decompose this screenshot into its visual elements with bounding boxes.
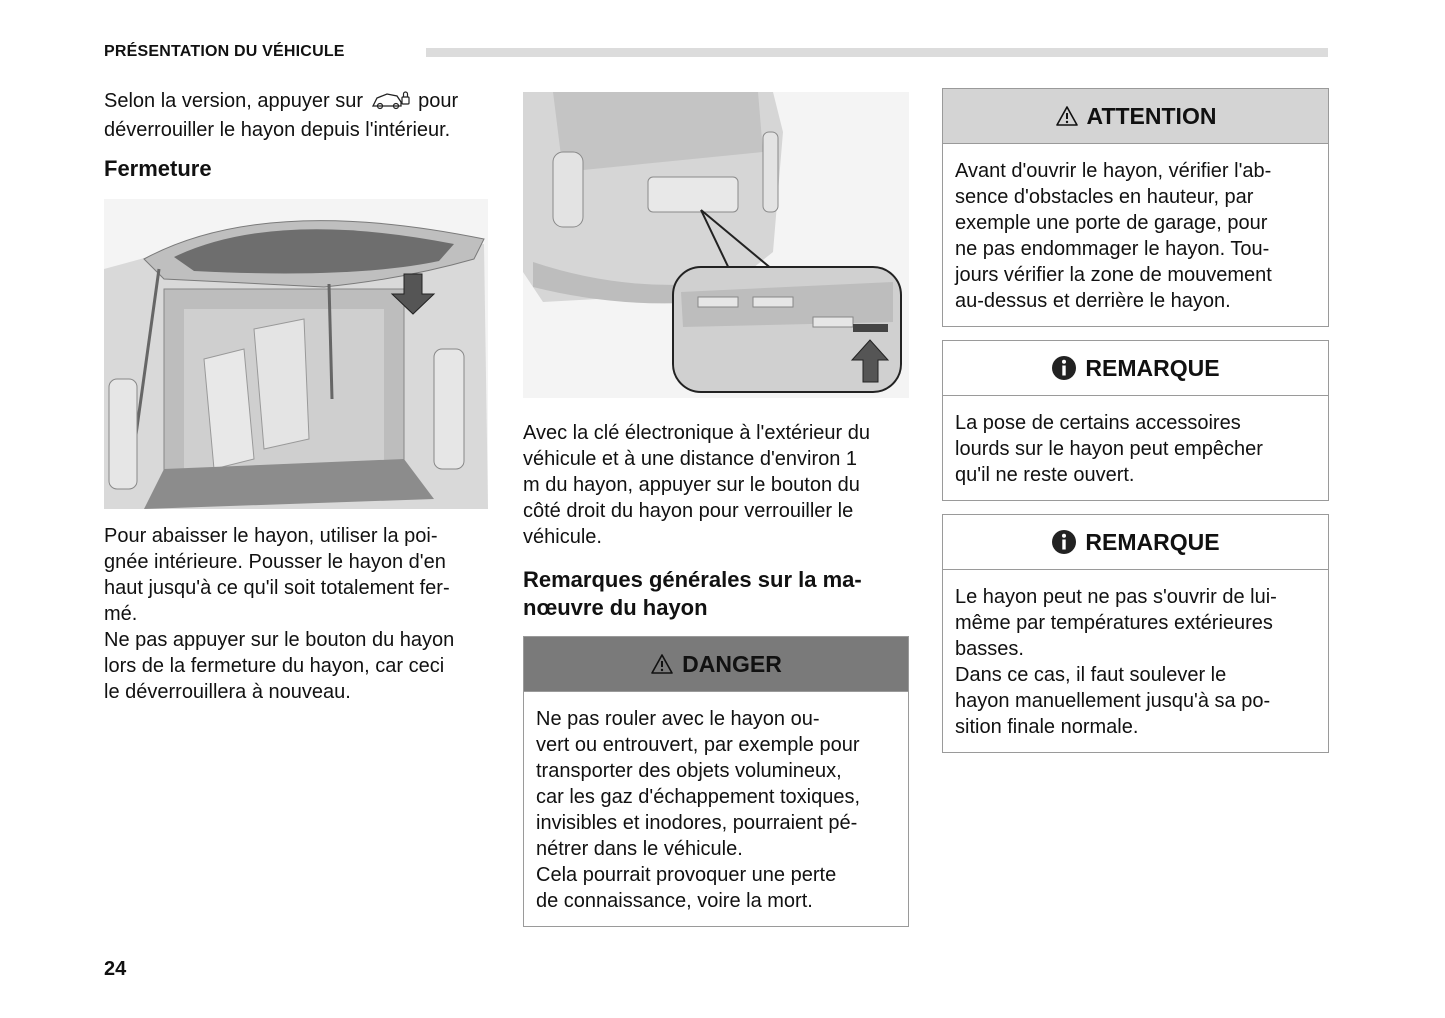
danger-line: invisibles et inodores, pourraient pé- [536,812,858,834]
tailgate-closing-illustration [104,199,488,509]
danger-line: nétrer dans le véhicule. [536,838,743,860]
lock-paragraph [523,420,909,550]
tailgate-unlock-icon [371,90,411,117]
closing-paragraph [104,523,494,705]
closing-line: Ne pas appuyer sur le bouton du hayon [104,629,455,651]
heading-line: Remarques générales sur la ma- [523,567,862,592]
closing-line: gnée intérieure. Pousser le hayon d'en [104,551,446,573]
remark-box-2 [942,514,1329,753]
remark-line: même par températures extérieures [955,612,1273,634]
danger-title: DANGER [682,651,782,677]
column-middle [523,92,909,927]
danger-line: car les gaz d'échappement toxiques, [536,786,861,808]
attention-line: Avant d'ouvrir le hayon, vérifier l'ab- [955,160,1272,182]
remark-line: Le hayon peut ne pas s'ouvrir de lui- [955,586,1277,608]
column-right [942,88,1329,753]
lock-line: véhicule. [523,526,602,548]
remark-header-1 [943,341,1328,396]
heading-remarques-generales [523,566,909,622]
attention-line: sence d'obstacles en hauteur, par [955,186,1254,208]
remark-box-1 [942,340,1329,501]
info-circle-icon [1051,529,1077,555]
tailgate-lock-button-illustration [523,92,909,398]
remark-body-2 [943,570,1328,752]
warning-triangle-icon [1055,105,1079,127]
section-header: PRÉSENTATION DU VÉHICULE [104,43,345,60]
remark-title-2: REMARQUE [1085,529,1220,555]
danger-line: vert ou entrouvert, par exemple pour [536,734,860,756]
column-left [104,88,494,705]
danger-line: Cela pourrait provoquer une perte [536,864,837,886]
intro-text-start: Selon la version, appuyer sur [104,90,364,112]
remark-line: sition finale normale. [955,716,1139,738]
closing-line: Pour abaisser le hayon, utiliser la poi- [104,525,438,547]
remark-line: basses. [955,638,1024,660]
attention-title: ATTENTION [1086,103,1217,129]
closing-line: le déverrouillera à nouveau. [104,681,351,703]
remark-line: La pose de certains accessoires [955,412,1241,434]
warning-triangle-icon [650,653,674,675]
remark-line: Dans ce cas, il faut soulever le [955,664,1227,686]
danger-header [524,637,908,692]
intro-text-end: pour [418,90,459,112]
attention-body [943,144,1328,326]
remark-body-1 [943,396,1328,500]
danger-box [523,636,909,927]
danger-body [524,692,908,926]
remark-line: qu'il ne reste ouvert. [955,464,1135,486]
attention-line: jours vérifier la zone de mouvement [955,264,1272,286]
lock-line: Avec la clé électronique à l'extérieur du [523,422,870,444]
closing-line: mé. [104,603,138,625]
attention-line: au-dessus et derrière le hayon. [955,290,1231,312]
heading-fermeture: Fermeture [104,156,212,181]
intro-paragraph [104,88,494,143]
info-circle-icon [1051,355,1077,381]
intro-text-line2: déverrouiller le hayon depuis l'intérieur. [104,119,451,141]
heading-line: nœuvre du hayon [523,595,708,620]
lock-line: m du hayon, appuyer sur le bouton du [523,474,860,496]
danger-line: Ne pas rouler avec le hayon ou- [536,708,820,730]
remark-header-2 [943,515,1328,570]
header-rule [426,48,1328,57]
remark-title-1: REMARQUE [1085,355,1220,381]
attention-header [943,89,1328,144]
closing-line: lors de la fermeture du hayon, car ceci [104,655,445,677]
remark-line: lourds sur le hayon peut empêcher [955,438,1263,460]
danger-line: transporter des objets volumineux, [536,760,842,782]
closing-line: haut jusqu'à ce qu'il soit totalement fer- [104,577,450,599]
attention-box [942,88,1329,327]
lock-line: côté droit du hayon pour verrouiller le [523,500,854,522]
danger-line: de connaissance, voire la mort. [536,890,813,912]
attention-line: exemple une porte de garage, pour [955,212,1268,234]
lock-line: véhicule et à une distance d'environ 1 [523,448,858,470]
page-number: 24 [104,958,127,980]
remark-line: hayon manuellement jusqu'à sa po- [955,690,1271,712]
attention-line: ne pas endommager le hayon. Tou- [955,238,1270,260]
